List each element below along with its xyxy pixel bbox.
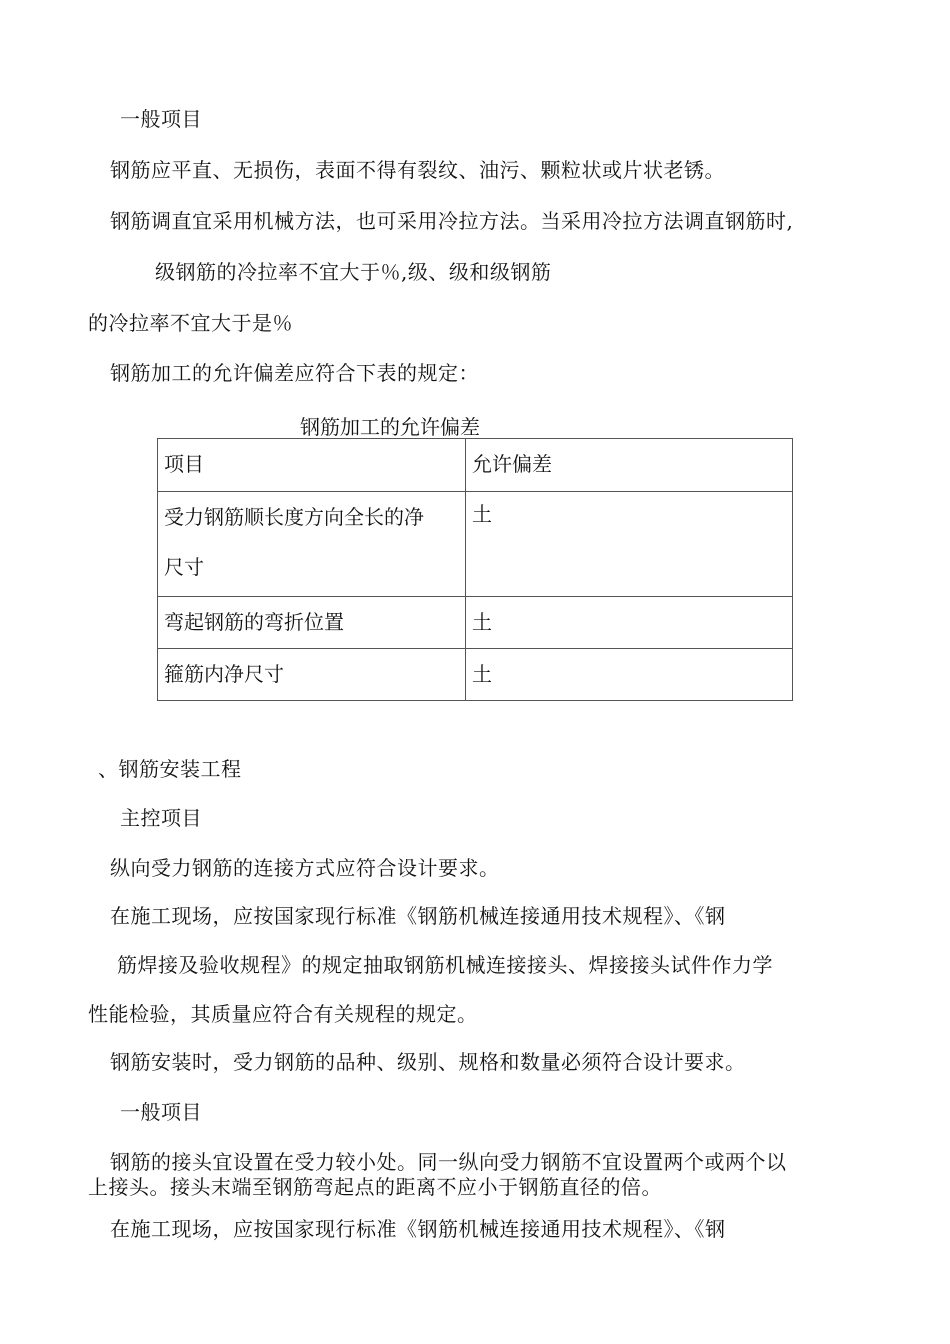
paragraph-rebar-straightening: 钢筋调直宜采用机械方法，也可采用冷拉方法。当采用冷拉方法调直钢筋时, xyxy=(110,209,794,233)
paragraph-site-sampling-cont: 筋焊接及验收规程》的规定抽取钢筋机械连接接头、焊接接头试件作力学 xyxy=(117,953,773,977)
table-row xyxy=(158,492,793,597)
tolerance-table xyxy=(157,438,793,701)
table-cell-item-line2: 尺寸 xyxy=(164,555,204,579)
table-cell-tolerance: 土 xyxy=(466,649,793,701)
heading-general-items: 一般项目 xyxy=(120,107,202,131)
paragraph-rebar-surface: 钢筋应平直、无损伤，表面不得有裂纹、油污、颗粒状或片状老锈。 xyxy=(110,158,725,182)
table-cell-tolerance: 土 xyxy=(466,597,793,649)
paragraph-joint-location: 钢筋的接头宜设置在受力较小处。同一纵向受力钢筋不宜设置两个或两个以 xyxy=(110,1150,787,1174)
table-cell-tolerance: 土 xyxy=(466,492,793,597)
table-caption: 钢筋加工的允许偏差 xyxy=(300,415,480,439)
paragraph-cold-draw-rate: 级钢筋的冷拉率不宜大于％,级、级和级钢筋 xyxy=(155,260,552,284)
table-row xyxy=(158,649,793,701)
paragraph-site-sampling: 在施工现场，应按国家现行标准《钢筋机械连接通用技术规程》、《钢 xyxy=(110,904,726,928)
paragraph-joint-location-cont: 上接头。接头末端至钢筋弯起点的距离不应小于钢筋直径的倍。 xyxy=(88,1175,662,1199)
table-row xyxy=(158,597,793,649)
heading-main-control-items: 主控项目 xyxy=(120,806,202,830)
table-cell-item: 箍筋内净尺寸 xyxy=(158,649,466,701)
table-header-item: 项目 xyxy=(158,439,466,492)
table-cell-item-line1: 受力钢筋顺长度方向全长的净 xyxy=(164,505,424,529)
section-heading-rebar-installation: 、钢筋安装工程 xyxy=(98,757,242,781)
paragraph-cold-draw-rate-cont: 的冷拉率不宜大于是％ xyxy=(88,311,293,335)
table-cell-item: 弯起钢筋的弯折位置 xyxy=(158,597,466,649)
paragraph-tolerance-intro: 钢筋加工的允许偏差应符合下表的规定： xyxy=(110,361,479,385)
paragraph-installation-requirements: 钢筋安装时，受力钢筋的品种、级别、规格和数量必须符合设计要求。 xyxy=(110,1050,746,1074)
heading-general-items-2: 一般项目 xyxy=(120,1100,202,1124)
paragraph-connection-method: 纵向受力钢筋的连接方式应符合设计要求。 xyxy=(110,856,500,880)
paragraph-site-sampling-end: 性能检验，其质量应符合有关规程的规定。 xyxy=(88,1002,478,1026)
table-header-row xyxy=(158,439,793,492)
paragraph-site-sampling-2: 在施工现场，应按国家现行标准《钢筋机械连接通用技术规程》、《钢 xyxy=(110,1217,726,1241)
table-cell-item xyxy=(158,492,466,597)
table-header-tolerance: 允许偏差 xyxy=(466,439,793,492)
